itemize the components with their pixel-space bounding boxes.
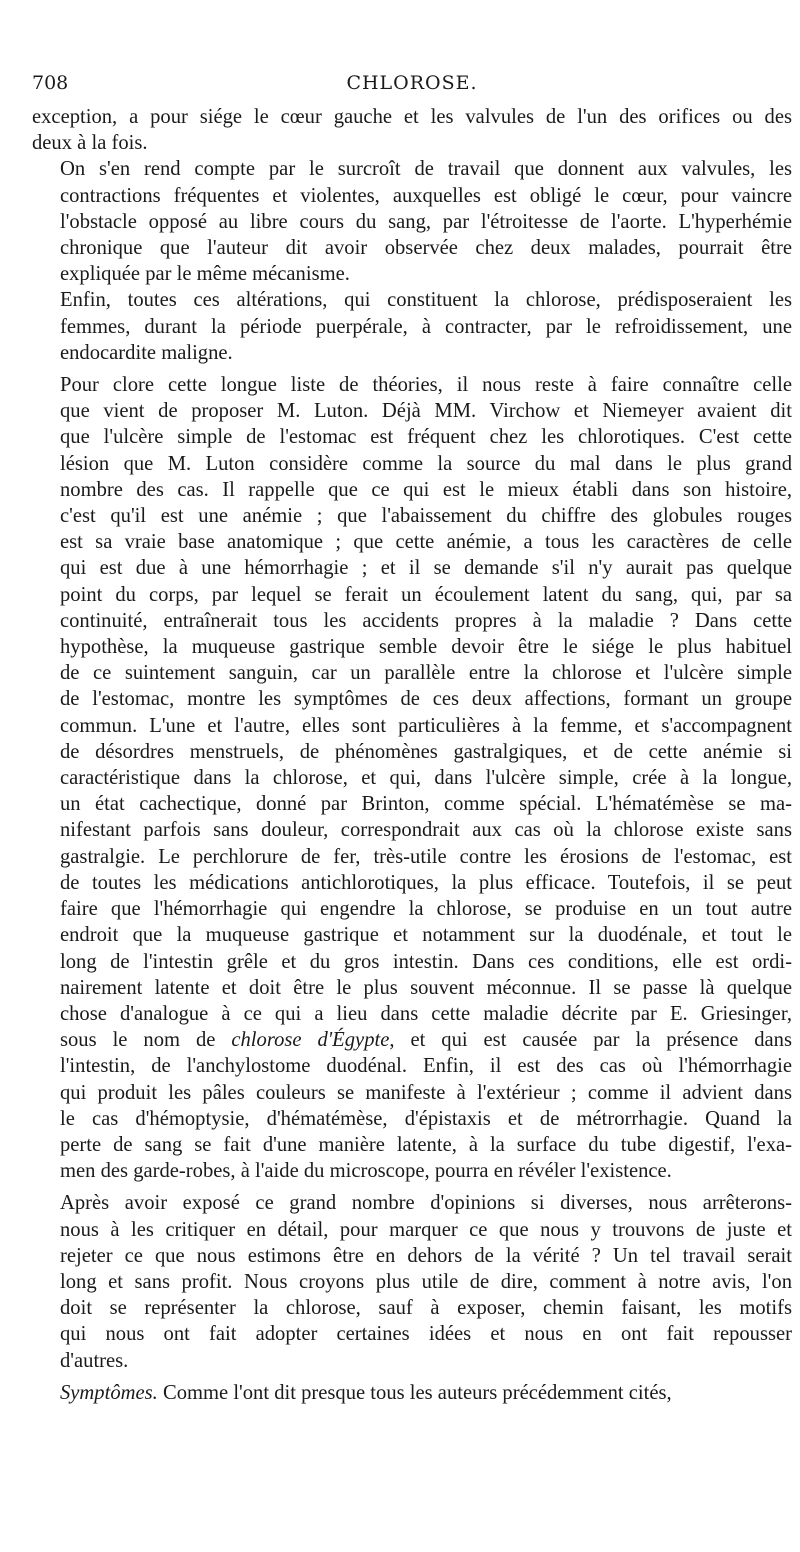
text-line: de ce suintement sanguin, car un parallèle entre la chlorose et l'ulcère simple [60,662,792,685]
text-line: qui produit les pâles couleurs se manifeste à l'extérieur ; comme il advient dans [60,1081,792,1104]
text-line: Après avoir exposé ce grand nombre d'opinions si diverses, nous arrêterons- [60,1192,792,1215]
running-title: CHLOROSE. [346,72,478,94]
text-line: nifestant parfois sans douleur, correspondrait aux cas où la chlorose existe sans [60,819,792,842]
text-line: qui nous ont fait adopter certaines idées et nous en ont fait repousser [60,1323,792,1346]
text-line: chose d'analogue à ce qui a lieu dans cette maladie décrite par E. Griesinger, [60,1002,792,1025]
text-line: de l'estomac, montre les symptômes de ces deux affections, formant un groupe [60,688,792,711]
page-number: 708 [32,72,69,94]
document-page [32,68,792,1406]
text-line: men des garde-robes, à l'aide du microscope, pourra en révéler l'existence. [60,1160,672,1183]
paragraph [32,287,792,366]
text-line: qui est due à une hémorrhagie ; et il se demande s'il n'y aurait pas quelque [60,557,792,580]
text-line: gastralgie. Le perchlorure de fer, très-utile contre les érosions de l'estomac, est [60,845,792,868]
body-text [32,104,792,1406]
text-line: expliquée par le même mécanisme. [60,263,350,286]
text-line: Symptômes. Comme l'ont dit presque tous les auteurs précédemment cités, [60,1381,672,1404]
text-line: faire que l'hémorrhagie qui engendre la chlorose, se produise en un tout autre [60,898,792,921]
text-line: c'est qu'il est une anémie ; que l'abaissement du chiffre des globules rouges [60,505,792,528]
paragraph [32,104,792,156]
text-line: de toutes les médications antichlorotiques, la plus efficace. Toutefois, il se peut [60,871,792,894]
text-line: rejeter ce que nous estimons être en dehors de la vérité ? Un tel travail serait [60,1244,792,1267]
text-line: nairement latente et doit être le plus souvent méconnue. Il se passe là quelque [60,976,792,999]
paragraph [32,1380,792,1406]
paragraph [32,372,792,1184]
text-line: Enfin, toutes ces altérations, qui constituent la chlorose, prédisposeraient les [60,289,792,312]
text-line: exception, a pour siége le cœur gauche et les valvules de l'un des orifices ou des [32,106,792,128]
page-header [32,68,792,104]
text-line: endroit que la muqueuse gastrique et notamment sur la duodénale, et tout le [60,924,792,947]
italic-term: chlorose d'Égypte [231,1029,390,1052]
text-line: nous à les critiquer en détail, pour marquer ce que nous y trouvons de juste et [60,1218,792,1241]
text-line: l'obstacle opposé au libre cours du sang, par l'étroitesse de l'aorte. L'hyperhémie [60,210,792,233]
text-line: endocardite maligne. [60,341,233,364]
text-line: Pour clore cette longue liste de théories, il nous reste à faire connaître celle [60,374,792,397]
text-line: l'intestin, de l'anchylostome duodénal. Enfin, il est des cas où l'hémorrhagie [60,1055,792,1078]
text-line: deux à la fois. [32,132,148,155]
text-line: long de l'intestin grêle et du gros intestin. Dans ces conditions, elle est ordi- [60,950,792,973]
text-line: On s'en rend compte par le surcroît de travail que donnent aux valvules, les [60,158,792,181]
text-line: long et sans profit. Nous croyons plus utile de dire, comment à notre avis, l'on [60,1270,792,1293]
text-line: sous le nom de chlorose d'Égypte, et qui est causée par la présence dans [60,1029,792,1052]
text-line: commun. L'une et l'autre, elles sont particulières à la femme, et s'accompagnent [60,714,792,737]
text-line: femmes, durant la période puerpérale, à contracter, par le refroidissement, une [60,315,792,338]
text-line: perte de sang se fait d'une manière latente, à la surface du tube digestif, l'exa- [60,1133,792,1156]
text-line: hypothèse, la muqueuse gastrique semble devoir être le siége le plus habituel [60,636,792,659]
text-line: d'autres. [60,1349,129,1372]
text-line: que vient de proposer M. Luton. Déjà MM. Virchow et Niemeyer avaient dit [60,400,792,423]
text-line: continuité, entraînerait tous les accidents propres à la maladie ? Dans cette [60,609,792,632]
text-line: est sa vraie base anatomique ; que cette anémie, a tous les caractères de celle [60,531,792,554]
text-line: chronique que l'auteur dit avoir observée chez deux malades, pourrait être [60,237,792,260]
text-line: le cas d'hémoptysie, d'hématémèse, d'épistaxis et de métrorrhagie. Quand la [60,1107,792,1130]
text-line: un état cachectique, donné par Brinton, comme spécial. L'hématémèse se ma- [60,793,792,816]
text-line: que l'ulcère simple de l'estomac est fréquent chez les chlorotiques. C'est cette [60,426,792,449]
text-line: nombre des cas. Il rappelle que ce qui est le mieux établi dans son histoire, [60,478,792,501]
paragraph [32,156,792,287]
text-line: de désordres menstruels, de phénomènes gastralgiques, et de cette anémie si [60,740,792,763]
text-line: caractéristique dans la chlorose, et qui, dans l'ulcère simple, crée à la longue, [60,767,792,790]
text-line: lésion que M. Luton considère comme la source du mal dans le plus grand [60,452,792,475]
text-line: contractions fréquentes et violentes, auxquelles est obligé le cœur, pour vaincre [60,184,792,207]
paragraph [32,1190,792,1373]
text-line: point du corps, par lequel se ferait un écoulement latent du sang, qui, par sa [60,583,792,606]
text-line: doit se représenter la chlorose, sauf à exposer, chemin faisant, les motifs [60,1297,792,1320]
section-heading: Symptômes. [60,1381,158,1404]
